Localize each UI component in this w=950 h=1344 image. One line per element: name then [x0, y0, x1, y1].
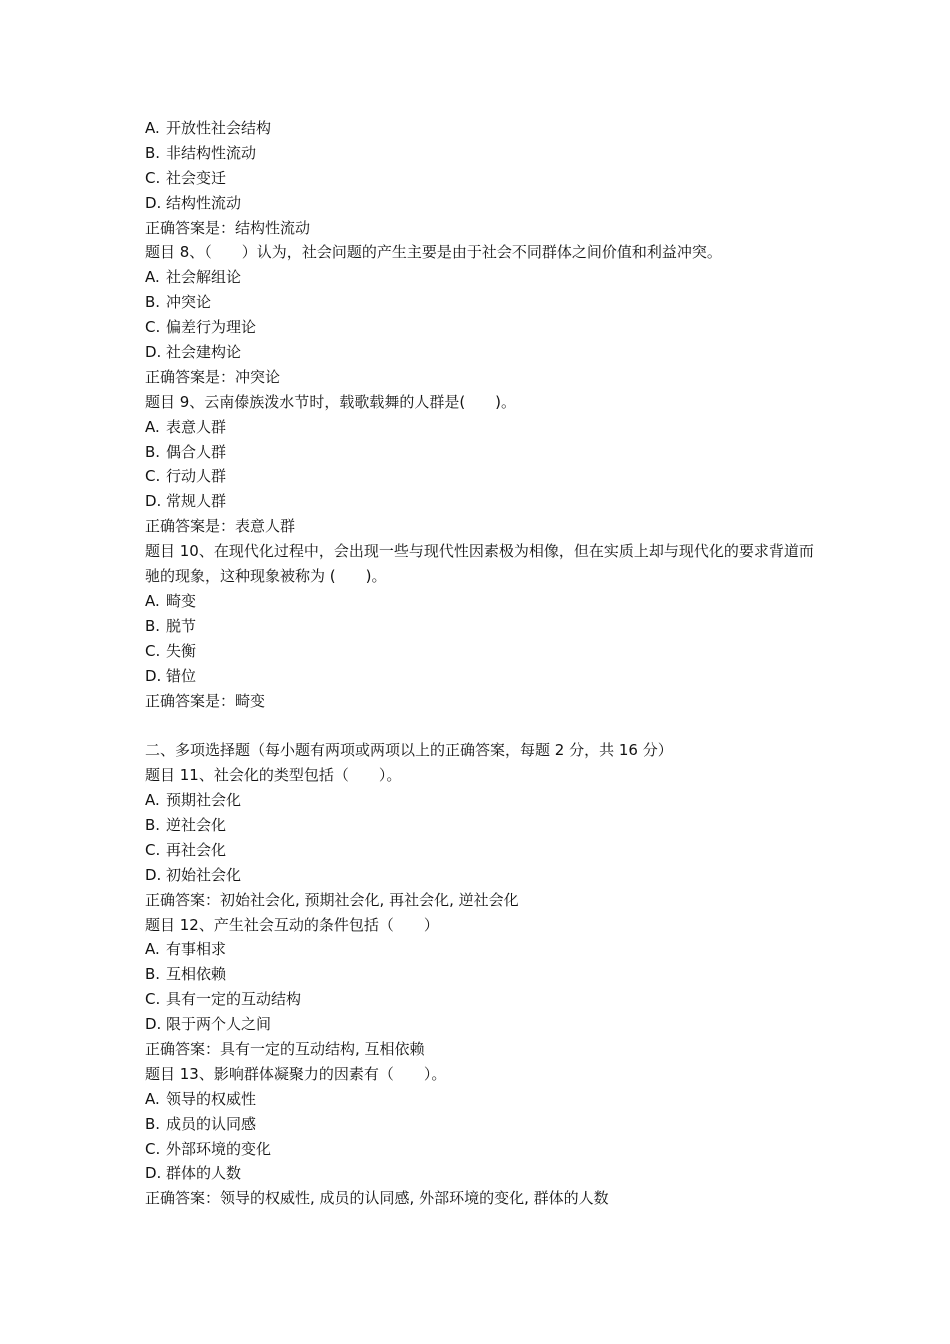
- answer-line: 正确答案：领导的权威性, 成员的认同感, 外部环境的变化, 群体的人数: [145, 1189, 609, 1208]
- question-13: [145, 1062, 825, 1211]
- option-d: D. 社会建构论: [145, 343, 242, 362]
- option-a: A. 领导的权威性: [145, 1089, 257, 1108]
- option-d: D. 限于两个人之间: [145, 1015, 272, 1034]
- option-c: C. 再社会化: [145, 840, 227, 859]
- answer-line: 正确答案：具有一定的互动结构, 互相依赖: [145, 1039, 425, 1058]
- answer-line: 正确答案是：结构性流动: [145, 218, 311, 237]
- question-9: [145, 390, 825, 539]
- answer-line: 正确答案是：畸变: [145, 691, 266, 710]
- option-b: B. 互相依赖: [145, 965, 227, 984]
- option-b: B. 逆社会化: [145, 815, 227, 834]
- question-7: [145, 116, 825, 240]
- option-a: A. 社会解组论: [145, 268, 242, 287]
- option-b: B. 非结构性流动: [145, 143, 257, 162]
- question-8: [145, 240, 825, 389]
- question-11: [145, 763, 825, 912]
- option-d: D. 结构性流动: [145, 193, 242, 212]
- section-heading: 二、多项选择题（每小题有两项或两项以上的正确答案，每题 2 分，共 16 分）: [145, 741, 673, 760]
- option-a: A. 表意人群: [145, 417, 227, 436]
- option-c: C. 社会变迁: [145, 168, 227, 187]
- option-a: A. 预期社会化: [145, 791, 242, 810]
- option-c: C. 外部环境的变化: [145, 1139, 272, 1158]
- option-d: D. 初始社会化: [145, 865, 242, 884]
- question-stem: 题目 13、影响群体凝聚力的因素有（ ）。: [145, 1064, 447, 1083]
- question-stem: 题目 12、产生社会互动的条件包括（ ）: [145, 915, 439, 934]
- option-a: A. 开放性社会结构: [145, 119, 272, 137]
- question-12: [145, 913, 825, 1062]
- question-stem: 题目 8、（ ）认为，社会问题的产生主要是由于社会不同群体之间价值和利益冲突。: [145, 243, 722, 262]
- option-b: B. 冲突论: [145, 293, 212, 312]
- question-10: [145, 539, 825, 713]
- answer-line: 正确答案是：表意人群: [145, 517, 296, 536]
- option-b: B. 脱节: [145, 616, 197, 635]
- option-a: A. 畸变: [145, 591, 197, 610]
- question-stem: 题目 10、在现代化过程中，会出现一些与现代性因素极为相像，但在实质上却与现代化的要求背道而驰的现象，这种现象被称为 ( )。: [145, 542, 814, 586]
- option-c: C. 行动人群: [145, 467, 227, 486]
- option-c: C. 具有一定的互动结构: [145, 990, 302, 1009]
- option-b: B. 成员的认同感: [145, 1114, 257, 1133]
- answer-line: 正确答案：初始社会化, 预期社会化, 再社会化, 逆社会化: [145, 890, 519, 909]
- option-d: D. 常规人群: [145, 492, 227, 511]
- option-d: D. 群体的人数: [145, 1164, 242, 1183]
- option-c: C. 偏差行为理论: [145, 318, 257, 337]
- option-c: C. 失衡: [145, 641, 197, 660]
- document-page: [145, 116, 825, 1211]
- option-b: B. 偶合人群: [145, 442, 227, 461]
- answer-line: 正确答案是：冲突论: [145, 367, 281, 386]
- question-stem: 题目 9、云南傣族泼水节时，载歌载舞的人群是( )。: [145, 392, 517, 411]
- option-a: A. 有事相求: [145, 940, 227, 959]
- blank-line: [145, 713, 825, 738]
- question-stem: 题目 11、社会化的类型包括（ ）。: [145, 766, 402, 785]
- option-d: D. 错位: [145, 666, 197, 685]
